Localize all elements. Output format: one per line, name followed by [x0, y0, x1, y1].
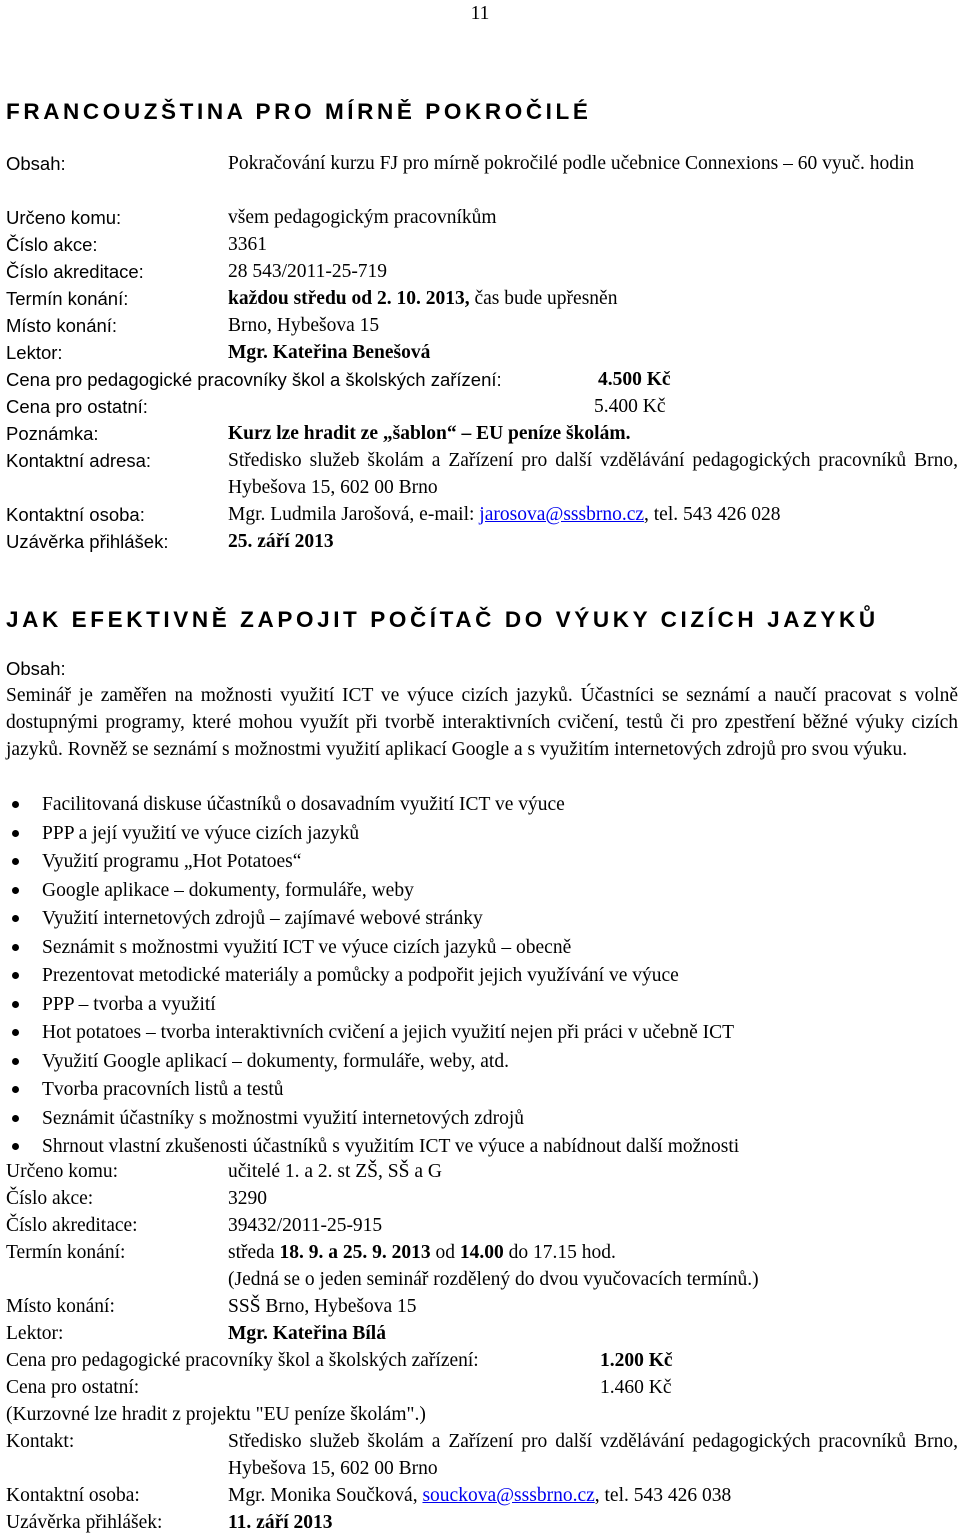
osoba-tel: , tel. 543 426 038 — [594, 1485, 732, 1506]
lektor-value: Mgr. Kateřina Benešová — [228, 342, 431, 363]
termin-dates: 18. 9. a 25. 9. 2013 — [279, 1242, 431, 1263]
list-item: Využití internetových zdrojů – zajímavé webové stránky — [6, 905, 958, 934]
course1-osoba-row — [6, 501, 958, 528]
course1-adresa-row — [6, 447, 958, 501]
list-item: Tvorba pracovních listů a testů — [6, 1076, 958, 1105]
course1-cena-ost-row — [6, 393, 958, 420]
list-item: PPP a její využití ve výuce cizích jazyků — [6, 820, 958, 849]
osoba-value — [228, 1482, 731, 1509]
email-link[interactable]: souckova@sssbrno.cz — [422, 1485, 595, 1506]
urceno-value: učitelé 1. a 2. st ZŠ, SŠ a G — [228, 1161, 442, 1182]
osoba-value — [228, 501, 781, 528]
course1-poznamka-row — [6, 420, 958, 447]
kontakt-label: Kontakt: — [6, 1431, 75, 1452]
osoba-label: Kontaktní osoba: — [6, 1485, 140, 1506]
misto-label: Místo konání: — [6, 1296, 115, 1317]
lektor-value: Mgr. Kateřina Bílá — [228, 1323, 386, 1344]
course2-details — [6, 1158, 958, 1536]
kontakt-value: Středisko služeb školám a Zařízení pro další vzdělávání pedagogických pracovníků Brno, Hybešova 15, 602 00 Brno — [228, 1431, 958, 1479]
termin-bold: každou středu od 2. 10. 2013, — [228, 288, 470, 309]
cena-ost-value: 1.460 Kč — [600, 1377, 672, 1398]
akreditace-label: Číslo akreditace: — [6, 261, 144, 282]
list-item: Google aplikace – dokumenty, formuláře, weby — [6, 877, 958, 906]
course1-termin-row — [6, 285, 958, 312]
termin-label: Termín konání: — [6, 288, 129, 309]
course1-misto-row — [6, 312, 958, 339]
course1-akreditace-row — [6, 258, 958, 285]
course2-bullet-list — [6, 791, 958, 1162]
urceno-value: všem pedagogickým pracovníkům — [228, 207, 497, 228]
uzaverka-label: Uzávěrka přihlášek: — [6, 531, 169, 552]
obsah-value: Pokračování kurzu FJ pro mírně pokročilé podle učebnice Connexions – 60 vyuč. hodin — [228, 153, 915, 174]
course1-title: FRANCOUZŠTINA PRO MÍRNĚ POKROČILÉ — [6, 99, 592, 124]
cislo-akce-label: Číslo akce: — [6, 234, 98, 255]
list-item: Shrnout vlastní zkušenosti účastníků s využitím ICT ve výuce a nabídnout další možnosti — [6, 1133, 958, 1162]
cena-ped-value: 1.200 Kč — [600, 1350, 673, 1371]
cena-ped-label: Cena pro pedagogické pracovníky škol a školských zařízení: — [6, 369, 502, 390]
termin-rest: čas bude upřesněn — [469, 288, 618, 309]
course2-termin-note-row — [6, 1266, 958, 1293]
termin-p1: středa — [228, 1242, 280, 1263]
cislo-akce-value: 3290 — [228, 1188, 267, 1209]
course2-kurzovne-row — [6, 1401, 958, 1428]
obsah-label: Obsah: — [6, 658, 66, 679]
course2-cena-ped-row — [6, 1347, 958, 1374]
course2-uzaverka-row — [6, 1509, 958, 1536]
misto-label: Místo konání: — [6, 315, 118, 336]
kurzovne-note: (Kurzovné lze hradit z projektu "EU peníze školám".) — [6, 1404, 426, 1425]
course2-lektor-row — [6, 1320, 958, 1347]
osoba-name: Mgr. Monika Součková, — [228, 1485, 423, 1506]
course1-uzaverka-row — [6, 528, 958, 555]
obsah-label: Obsah: — [6, 153, 66, 174]
termin-p3: od — [430, 1242, 460, 1263]
cena-ost-label: Cena pro ostatní: — [6, 1377, 140, 1398]
course2-title: JAK EFEKTIVNĚ ZAPOJIT POČÍTAČ DO VÝUKY CIZÍCH JAZYKŮ — [6, 607, 879, 632]
list-item: Hot potatoes – tvorba interaktivních cvičení a jejich využití nejen při práci v učebně ICT — [6, 1019, 958, 1048]
course2-kontakt-row — [6, 1428, 958, 1482]
course2-akce-row — [6, 1185, 958, 1212]
urceno-label: Určeno komu: — [6, 1161, 119, 1182]
course1-urceno-row — [6, 204, 958, 231]
cena-ost-value: 5.400 Kč — [594, 396, 666, 417]
lektor-label: Lektor: — [6, 342, 63, 363]
cislo-akce-value: 3361 — [228, 234, 267, 255]
poznamka-value: Kurz lze hradit ze „šablon“ – EU peníze školám. — [228, 423, 631, 444]
akreditace-value: 39432/2011-25-915 — [228, 1215, 383, 1236]
list-item: Využití Google aplikací – dokumenty, formuláře, weby, atd. — [6, 1048, 958, 1077]
adresa-value: Středisko služeb školám a Zařízení pro další vzdělávání pedagogických pracovníků Brno, Hybešova 15, 602 00 Brno — [228, 450, 958, 498]
misto-value: Brno, Hybešova 15 — [228, 315, 380, 336]
poznamka-label: Poznámka: — [6, 423, 99, 444]
course2-urceno-row — [6, 1158, 958, 1185]
course2-cena-ost-row — [6, 1374, 958, 1401]
obsah-label-line — [6, 655, 958, 682]
cena-ped-value: 4.500 Kč — [598, 369, 671, 390]
list-item: Využití programu „Hot Potatoes“ — [6, 848, 958, 877]
course2-intro: Seminář je zaměřen na možnosti využití ICT ve výuce cizích jazyků. Účastníci se seznámí a naučí pracovat s volně dostupnými programy, které mohou využít při tvorbě interaktivních cvičení, testů či pro zpestření běžné výuky cizích jazyků. Rovněž se seznámí s možnostmi využití aplikací Google a s využitím internetových zdrojů pro svou výuku. — [6, 685, 958, 760]
cena-ped-label: Cena pro pedagogické pracovníky škol a školských zařízení: — [6, 1350, 479, 1371]
course1-details — [6, 150, 958, 555]
lektor-label: Lektor: — [6, 1323, 64, 1344]
urceno-label: Určeno komu: — [6, 207, 122, 228]
course2-osoba-row — [6, 1482, 958, 1509]
osoba-tel: , tel. 543 426 028 — [644, 504, 781, 525]
uzaverka-value: 11. září 2013 — [228, 1512, 333, 1533]
course1-obsah-row — [6, 150, 958, 204]
misto-value: SSŠ Brno, Hybešova 15 — [228, 1296, 417, 1317]
adresa-label: Kontaktní adresa: — [6, 450, 152, 471]
akreditace-value: 28 543/2011-25-719 — [228, 261, 388, 282]
cislo-akce-label: Číslo akce: — [6, 1188, 94, 1209]
list-item: PPP – tvorba a využití — [6, 991, 958, 1020]
list-item: Seznámit s možnostmi využití ICT ve výuce cizích jazyků – obecně — [6, 934, 958, 963]
course2-termin-row — [6, 1239, 958, 1266]
course2-obsah-label-row — [6, 655, 958, 682]
uzaverka-value: 25. září 2013 — [228, 531, 334, 552]
page-number: 11 — [470, 3, 490, 24]
osoba-name: Mgr. Ludmila Jarošová, e-mail: — [228, 504, 480, 525]
list-item: Seznámit účastníky s možnostmi využití internetových zdrojů — [6, 1105, 958, 1134]
list-item: Facilitovaná diskuse účastníků o dosavadním využití ICT ve výuce — [6, 791, 958, 820]
uzaverka-label: Uzávěrka přihlášek: — [6, 1512, 163, 1533]
termin-label: Termín konání: — [6, 1242, 126, 1263]
termin-end: do 17.15 hod. — [503, 1242, 616, 1263]
list-item: Prezentovat metodické materiály a pomůcky a podpořit jejich využívání ve výuce — [6, 962, 958, 991]
course1-lektor-row — [6, 339, 958, 366]
termin-value — [228, 1239, 616, 1266]
termin-value — [228, 285, 617, 312]
cena-ost-label: Cena pro ostatní: — [6, 396, 148, 417]
course1-cena-ped-row — [6, 366, 958, 393]
course2-akreditace-row — [6, 1212, 958, 1239]
course2-misto-row — [6, 1293, 958, 1320]
termin-note: (Jedná se o jeden seminář rozdělený do dvou vyučovacích termínů.) — [228, 1269, 759, 1290]
osoba-label: Kontaktní osoba: — [6, 504, 145, 525]
email-link[interactable]: jarosova@sssbrno.cz — [479, 504, 645, 525]
course1-akce-row — [6, 231, 958, 258]
akreditace-label: Číslo akreditace: — [6, 1215, 138, 1236]
termin-start: 14.00 — [459, 1242, 504, 1263]
